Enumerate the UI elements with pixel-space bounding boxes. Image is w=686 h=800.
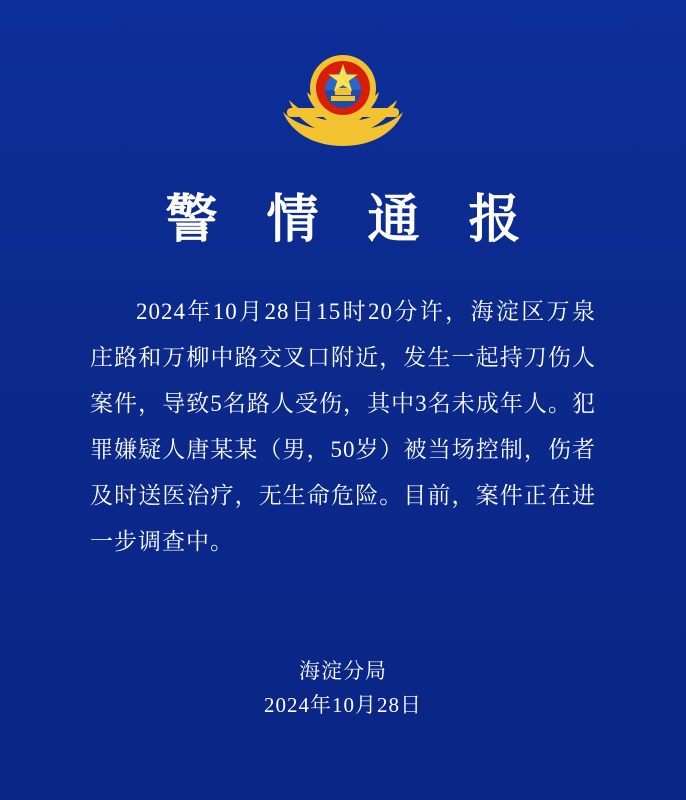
- signature-date: 2024年10月28日: [264, 693, 422, 717]
- signature-block: [0, 654, 686, 722]
- page-title: 警 情 通 报: [165, 192, 539, 249]
- police-badge: [273, 50, 413, 158]
- police-badge-icon: [273, 50, 413, 158]
- notice-body: 2024年10月28日15时20分许，海淀区万泉庄路和万柳中路交叉口附近，发生一起持刀伤人案件，导致5名路人受伤，其中3名未成年人。犯罪嫌疑人唐某某（男，50岁）被当场控制，伤者及时送医治疗，无生命危险。目前，案件正在进一步调查中。: [90, 299, 596, 555]
- signature-unit: 海淀分局: [299, 659, 387, 683]
